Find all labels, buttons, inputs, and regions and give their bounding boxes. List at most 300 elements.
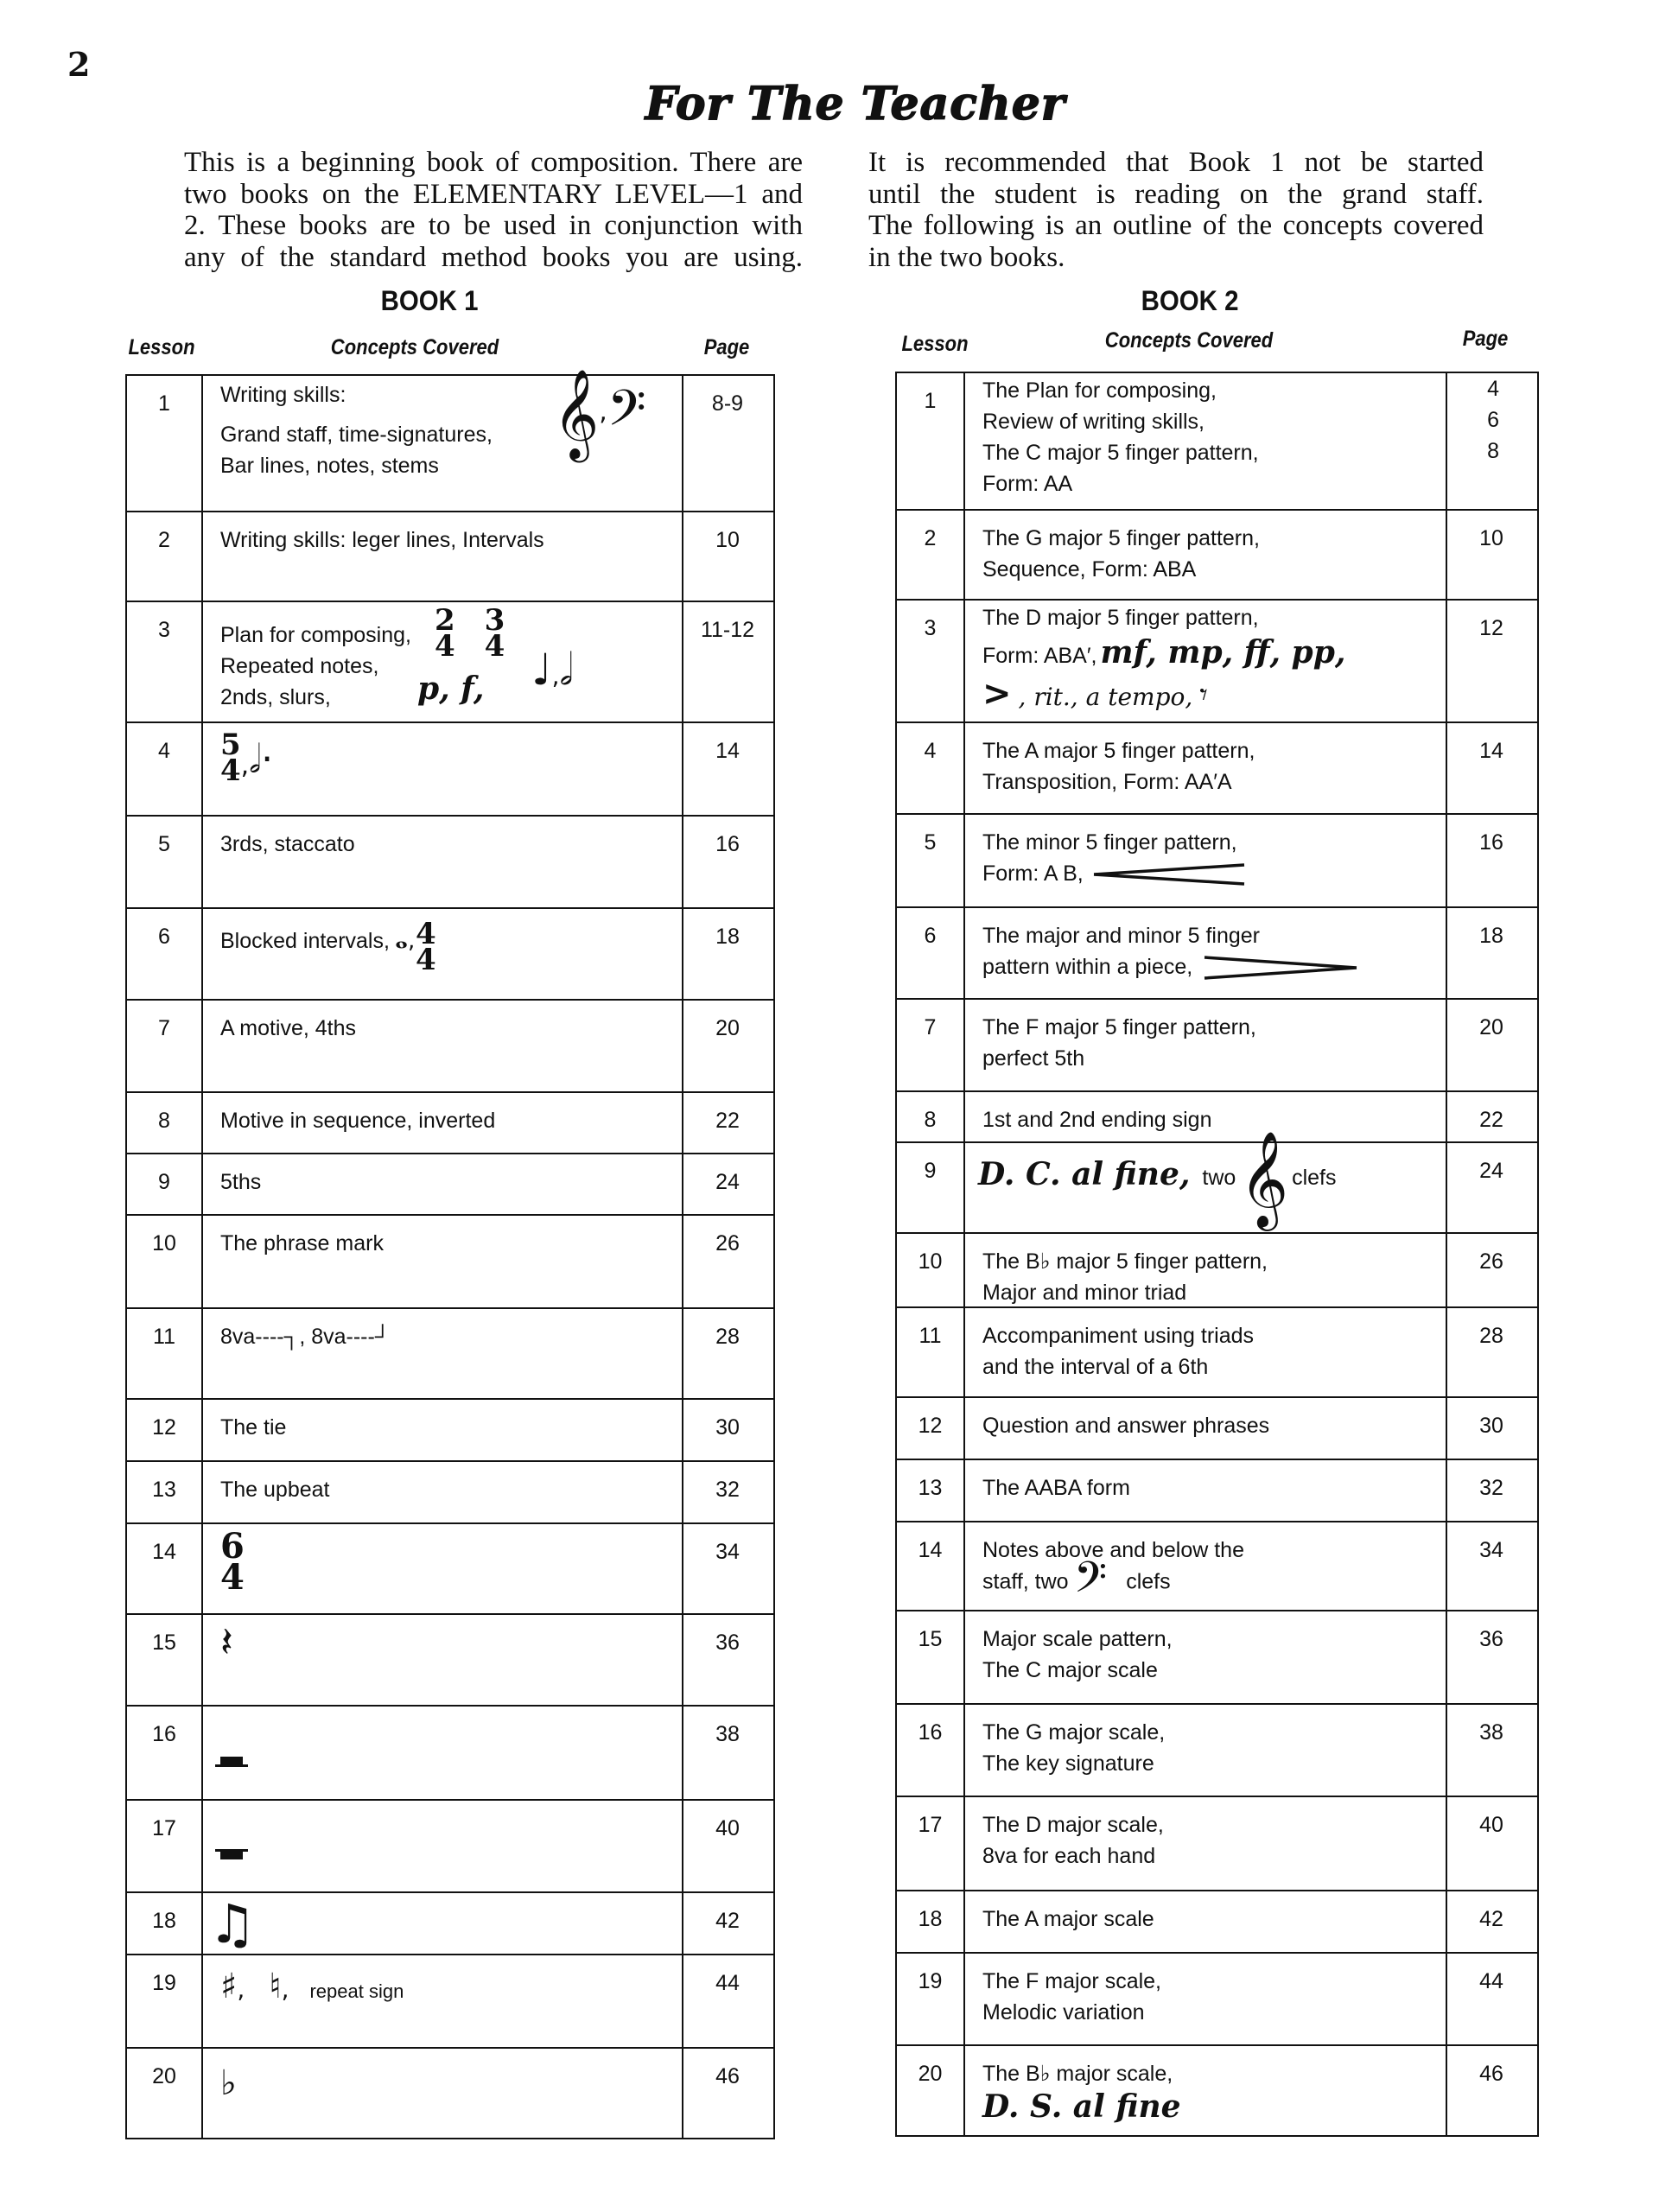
lesson-number: 17 [152,1816,176,1840]
page-number-cell [682,1309,773,1398]
comma: , [281,1975,289,2004]
concept-text: A motive, 4ths [220,1016,357,1040]
beamed-eighth-notes-icon: ♫ [208,1892,257,1955]
concept-text: 2nds, slurs, [220,685,331,709]
page-value: 8 [1487,439,1499,463]
concept-text: The major and minor 5 finger [982,924,1260,948]
concept-line [220,1967,404,2007]
eighth-rest-icon: 𝄾 [1199,677,1208,713]
dc-al-fine: D. C. al fine, [978,1156,1191,1192]
concept-text: Accompaniment using triads [982,1324,1255,1348]
page-number-cell [682,602,773,721]
concept-line [982,1904,1154,1935]
page-value: 46 [715,2064,740,2088]
lesson-number: 2 [158,528,170,552]
concept-line [220,1474,330,1505]
concepts-cell [220,512,675,601]
concept-line [982,1717,1165,1748]
concept-text: The G major scale, [982,1720,1166,1745]
lesson-number: 20 [918,2062,943,2086]
concepts-cell [220,817,675,907]
time-signature-5-4 [220,728,241,788]
concept-line [982,1535,1244,1566]
page-number-cell [1446,1460,1537,1521]
page-value: 28 [715,1325,740,1349]
concept-line [220,379,346,410]
table-row [897,511,1537,601]
concept-line [220,1105,495,1136]
book2-header-lesson: Lesson [901,332,969,356]
table-row [127,909,773,1001]
concept-line [208,1892,257,1955]
table-row [897,1891,1537,1954]
table-row [127,602,773,723]
page-value: 36 [715,1630,740,1655]
concept-line [982,1655,1158,1686]
page-number-cell [1446,723,1537,813]
lesson-number: 12 [152,1415,176,1440]
concept-line [220,1013,356,1044]
lesson-number: 11 [153,1325,175,1349]
comma: , [408,928,416,954]
concept-line [220,651,378,682]
concepts-cell [982,1000,1439,1090]
concepts-cell [982,815,1439,906]
concept-text: The phrase mark [220,1231,384,1255]
concept-text: Notes above and below the [982,1538,1244,1562]
intro-line: This is a beginning book of composition. There are [184,147,803,178]
table-row [897,908,1537,1000]
lesson-number: 2 [924,526,937,550]
lesson-number: 10 [918,1249,943,1274]
page-number-cell [682,1707,773,1799]
concepts-cell [982,2046,1439,2139]
page-value: 18 [715,925,740,949]
page-value: 14 [715,739,740,763]
concepts-cell [220,1154,675,1214]
lesson-number: 19 [152,1971,176,1995]
table-row [127,1309,773,1400]
concept-text: The Plan for composing, [982,378,1217,403]
time-signature-top: 4 [416,917,436,951]
dynamics-mf-mp-ff-pp: mf, mp, ff, pp, [1100,634,1346,671]
page-value: 11-12 [700,618,755,642]
page-number-cell [682,1801,773,1891]
concepts-cell [220,368,675,511]
concept-text: The B♭ major 5 finger pattern, [982,1249,1268,1274]
concept-line [982,375,1217,406]
concept-text: 5ths [220,1170,262,1194]
page-value: 4 [1487,377,1499,401]
page-number-cell [1446,1234,1537,1306]
concepts-cell [220,1524,675,1613]
page-number-cell [682,817,773,907]
lesson-number: 16 [152,1722,176,1746]
table-row [897,1130,1537,1234]
concept-line [220,1412,286,1443]
page-value: 24 [1479,1159,1503,1183]
book1-table [125,368,775,2139]
concepts-cell [982,1398,1439,1459]
concept-line [982,1624,1173,1655]
concept-line [416,917,436,977]
page-value: 40 [1479,1813,1503,1837]
concepts-cell [982,373,1439,509]
lesson-number: 7 [924,1015,937,1039]
page-value: 30 [1479,1414,1503,1438]
concept-text: Grand staff, time-signatures, [220,423,493,447]
sharp-icon: ♯ [220,1967,238,2006]
page-value: 18 [1479,924,1503,948]
page-number-cell [1446,1522,1537,1610]
concepts-cell [220,1093,675,1153]
lesson-number: 9 [158,1170,170,1194]
page-value: 42 [1479,1907,1503,1931]
page-value: 10 [715,528,740,552]
concept-text: Blocked intervals, [220,929,390,953]
concept-text: The F major scale, [982,1969,1162,1993]
page-number-cell [1446,373,1537,509]
time-signature-top: 5 [220,728,241,762]
lesson-number: 15 [152,1630,176,1655]
table-row [897,1705,1537,1797]
table-row [897,1000,1537,1092]
concept-line [220,918,423,957]
page-number-cell [682,376,773,511]
table-row [897,1797,1537,1891]
concept-line [982,1997,1145,2028]
concept-text: 1st and 2nd ending sign [982,1108,1212,1132]
page-number-cell [682,2049,773,2141]
concept-line [982,1748,1154,1779]
concept-line [982,1246,1268,1277]
whole-rest-icon [220,1851,243,1859]
concepts-cell [895,1130,1351,1232]
ds-al-fine: D. S. al fine [982,2088,1181,2125]
concepts-cell [982,1522,1439,1613]
concept-text: The D major scale, [982,1813,1164,1837]
lesson-number: 17 [918,1813,943,1837]
page-number-cell [1446,1308,1537,1396]
concepts-cell [982,511,1439,599]
half-note-icon: 𝅗𝅥 [559,645,574,695]
concept-text: Writing skills: leger lines, Intervals [220,528,544,552]
concept-line [982,1277,1186,1308]
concept-line [982,437,1259,468]
natural-icon: ♮ [269,1967,282,2006]
page-number-cell [682,723,773,815]
concept-text: 3rds, staccato [220,832,355,856]
concept-line [982,1472,1130,1503]
page-number-cell [1446,1092,1537,1141]
page-value: 10 [1479,526,1503,550]
concepts-cell [982,1705,1439,1796]
page-value: 6 [1487,408,1499,432]
bass-clef-icon: 𝄢 [607,378,646,450]
repeat-sign-label: repeat sign [309,1980,404,2002]
concept-line [220,728,274,788]
page-number-cell [682,1462,773,1522]
concept-line [982,674,1208,714]
time-signature-bottom: 4 [416,943,436,977]
page-number-cell [682,512,773,601]
lesson-number: 16 [918,1720,943,1745]
page-value: 16 [1479,830,1503,855]
quarter-rest-icon: 𝄽 [220,1618,233,1667]
concept-line [220,450,439,481]
concept-text: Major scale pattern, [982,1627,1173,1651]
concept-line [982,1809,1164,1840]
lesson-number: 9 [924,1159,937,1183]
time-signature-bottom: 4 [435,629,455,664]
concept-text: Major and minor triad [982,1281,1187,1305]
lesson-number: 6 [158,925,170,949]
concepts-cell [220,1216,675,1307]
page-number-cell [1446,1143,1537,1232]
table-row [127,1801,773,1893]
lesson-number: 5 [158,832,170,856]
concept-line [220,1526,245,1598]
page-value: 32 [715,1478,740,1502]
table-row [127,2049,773,2141]
concept-line [220,620,411,651]
concept-line [982,1553,1171,1613]
accent-icon: > [982,674,1012,714]
lesson-number: 3 [924,616,937,640]
lesson-number: 20 [152,2064,176,2088]
table-row [127,1400,773,1462]
concept-line [982,2088,1181,2126]
concept-text: Repeated notes, [220,654,379,678]
time-signature-3-4 [484,603,505,664]
time-signature-bottom: 4 [220,1557,245,1598]
table-row [127,1955,773,2049]
concept-text: Review of writing skills, [982,410,1205,434]
comma: , [240,750,250,781]
book2-table [895,372,1539,2137]
concept-line [220,1839,243,1870]
lesson-number: 6 [924,924,937,948]
concepts-cell [982,1797,1439,1890]
book2-header-page: Page [1462,327,1509,351]
lesson-number: 8 [924,1108,937,1132]
table-row [897,1522,1537,1611]
concept-text: pattern within a piece, [982,955,1193,979]
lesson-number: 14 [918,1538,943,1562]
page-number-cell [682,1893,773,1954]
intro-line: 2. These books are to be used in conjunction with [184,210,803,241]
concept-text: Form: A B, [982,861,1084,886]
concept-text: Form: AA [982,472,1073,496]
concept-line [982,468,1072,499]
concept-line [982,920,1260,951]
lesson-number: 14 [152,1540,176,1564]
dynamics-p-f: p, f, [417,671,485,707]
concept-text: The A major 5 finger pattern, [982,739,1255,763]
time-signature-top: 3 [484,603,505,638]
concepts-cell [982,1954,1439,2044]
concept-text: The key signature [982,1751,1154,1776]
lesson-number: 4 [158,739,170,763]
concept-line [982,554,1196,585]
concepts-cell [220,1001,675,1091]
table-row [897,815,1537,908]
concept-line [982,1840,1155,1872]
concept-line [982,951,1358,982]
concepts-cell [220,909,675,999]
table-row [127,1001,773,1093]
concept-line [982,858,1248,889]
table-row [897,1234,1537,1308]
time-signature-bottom: 4 [220,753,241,788]
crescendo-icon [1092,861,1248,887]
concepts-cell [220,602,675,721]
page-number-cell [1446,1705,1537,1796]
concept-text: Writing skills: [220,383,346,407]
lesson-number: 12 [918,1414,943,1438]
concepts-cell [982,1891,1439,1952]
lesson-number: 3 [158,618,170,642]
lesson-number: 13 [152,1478,176,1502]
lesson-number: 7 [158,1016,170,1040]
lesson-number: 10 [152,1231,176,1255]
intro-line: The following is an outline of the concepts covered [868,210,1484,241]
page-value: 14 [1479,739,1503,763]
concepts-cell [220,1309,675,1398]
page-value: 44 [715,1971,740,1995]
concepts-cell [982,1611,1439,1703]
concept-text: Sequence, Form: ABA [982,557,1197,582]
table-row [127,1615,773,1707]
page-number-cell [1446,1398,1537,1459]
concept-line [220,829,355,860]
concept-line [982,1012,1256,1043]
concept-line [982,1320,1254,1351]
concept-line [531,645,574,695]
concepts-cell [220,1955,675,2047]
table-row [897,1460,1537,1522]
bass-clef-icon: 𝄢 [1073,1553,1108,1613]
page-value: 20 [1479,1015,1503,1039]
concepts-cell [982,908,1439,998]
lesson-number: 1 [924,389,937,413]
concept-line [982,634,1346,671]
concept-line [220,419,493,450]
page-value: 30 [715,1415,740,1440]
table-row [127,1893,773,1955]
table-row [897,2046,1537,2139]
comma: , [237,1975,245,2004]
concepts-cell [220,1462,675,1522]
intro-line: in the two books. [868,241,1065,273]
time-signature-6-4 [220,1526,245,1598]
table-row [897,1611,1537,1705]
concept-line [982,523,1260,554]
page-number-cell [1446,908,1537,998]
treble-clef-icon: 𝄞 [553,368,600,460]
page-number-cell [682,1001,773,1091]
decrescendo-icon [1203,954,1358,982]
half-rest-icon [220,1757,243,1765]
concept-text: The A major scale [982,1907,1154,1931]
table-row [897,373,1537,511]
concept-line [220,1166,261,1198]
intro-line: until the student is reading on the grand staff. [868,178,1484,210]
concept-line [220,524,544,556]
concepts-cell [982,723,1439,813]
page-number-cell [682,1400,773,1460]
time-signature-2-4 [435,603,455,664]
table-row [897,1954,1537,2046]
concepts-cell [220,723,675,815]
page-title: For The Teacher [645,78,1066,130]
concept-text: two [1202,1166,1236,1190]
book1-header-lesson: Lesson [128,335,195,359]
time-signature-top: 6 [220,1526,245,1567]
concept-text: Plan for composing, [220,623,411,647]
page-number-cell [1446,1000,1537,1090]
page-value: 26 [715,1231,740,1255]
table-row [897,1092,1537,1143]
table-row [897,1308,1537,1398]
page-number-cell [1446,815,1537,906]
concept-line [978,1130,1337,1228]
time-signature-top: 2 [435,603,455,638]
tempo-markings: , rit., a tempo, [1018,683,1193,711]
quarter-note-icon: ♩ [531,645,552,695]
lesson-number: 4 [924,739,937,763]
concept-line [553,368,646,460]
page-number-cell [1446,1797,1537,1890]
concept-text: and the interval of a 6th [982,1355,1209,1379]
page-number-cell [682,1093,773,1153]
table-row [897,723,1537,815]
page-number-cell [682,1216,773,1307]
concept-text: Question and answer phrases [982,1414,1270,1438]
concept-line [982,766,1232,798]
page-number-cell [1446,511,1537,599]
concept-line [982,406,1205,437]
concept-text: The C major 5 finger pattern, [982,441,1259,465]
concept-line [220,682,331,713]
concept-line [982,2058,1173,2089]
book1-header-page: Page [703,335,750,359]
table-row [127,1216,773,1309]
time-signature-bottom: 4 [484,629,505,664]
concepts-cell [220,1615,675,1705]
concept-line [220,2063,237,2103]
concept-line [982,1351,1208,1382]
concept-line [220,1228,384,1259]
page-value: 38 [1479,1720,1503,1745]
concept-text: The upbeat [220,1478,330,1502]
lesson-number: 19 [918,1969,943,1993]
concept-text: The B♭ major scale, [982,2062,1173,2086]
page-number-cell [682,1955,773,2047]
intro-left-paragraph [184,147,803,273]
page-number-cell [682,909,773,999]
table-row [127,1707,773,1801]
concepts-cell [982,1234,1439,1306]
lesson-number: 11 [918,1324,942,1348]
concepts-cell [220,2049,675,2141]
concept-text: Bar lines, notes, stems [220,454,439,478]
concept-text: Motive in sequence, inverted [220,1109,496,1133]
page-value: 36 [1479,1627,1503,1651]
intro-line: It is recommended that Book 1 not be started [868,147,1484,178]
concept-line [220,1321,391,1352]
page-value: 32 [1479,1476,1503,1500]
